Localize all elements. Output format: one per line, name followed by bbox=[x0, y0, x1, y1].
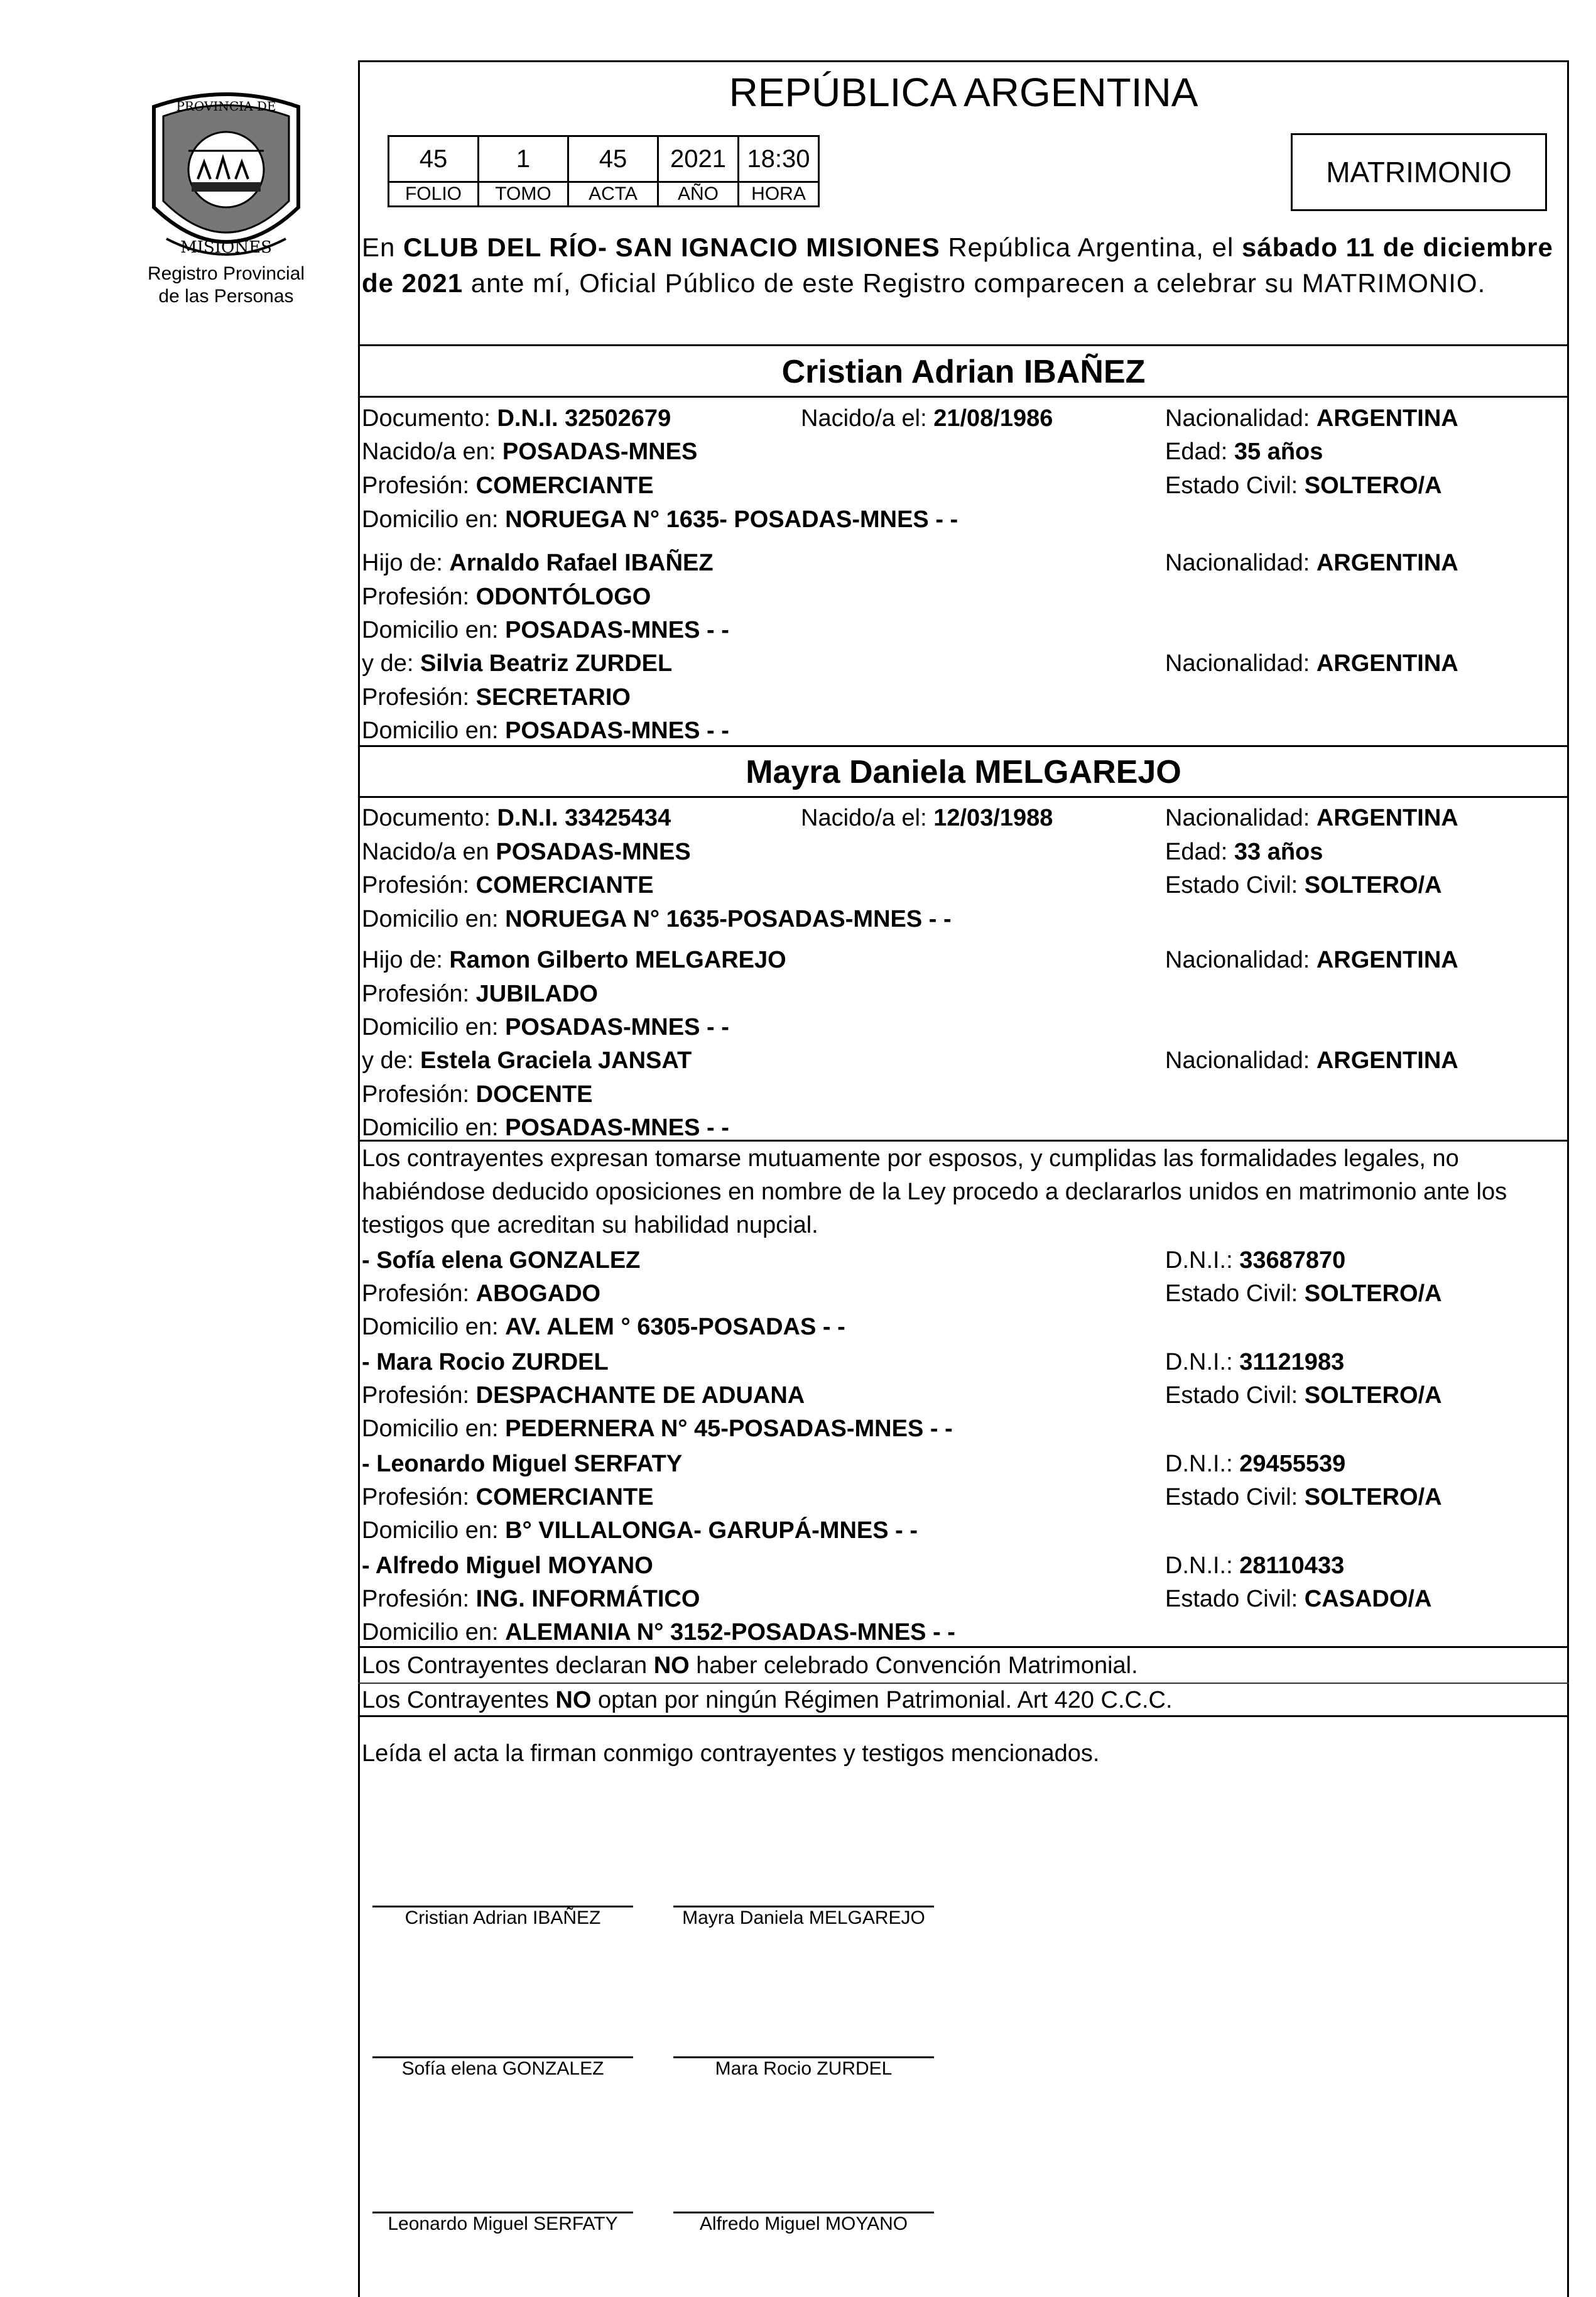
acta-label: ACTA bbox=[568, 182, 658, 207]
divider bbox=[358, 796, 1569, 798]
divider bbox=[358, 1715, 1569, 1717]
closing-statement: Leída el acta la firman conmigo contrayentes y testigos mencionados. bbox=[362, 1740, 1100, 1767]
tomo-value: 1 bbox=[479, 136, 568, 182]
intro-paragraph: En CLUB DEL RÍO- SAN IGNACIO MISIONES República Argentina, el sábado 11 de diciembre de 2021 ante mí, Oficial Público de este Registro comparecen a celebrar su MATRIMONIO. bbox=[362, 232, 1553, 298]
logo-caption-line1: Registro Provincial bbox=[147, 263, 305, 284]
witness-1-profession: Profesión: ABOGADO bbox=[362, 1280, 601, 1307]
witness-4-address: Domicilio en: ALEMANIA N° 3152-POSADAS-MNES - - bbox=[362, 1619, 955, 1645]
declaration-paragraph: Los contrayentes expresan tomarse mutuamente por esposos, y cumplidas las formalidades legales, no habiéndose deducido oposiciones en nombre de la Ley procedo a declararlos unidos en matrimonio ante los testigos que acreditan su habilidad nupcial. bbox=[362, 1145, 1507, 1238]
time-value: 18:30 bbox=[739, 136, 819, 182]
folio-label: FOLIO bbox=[389, 182, 479, 207]
witness-1-dni: D.N.I.: 33687870 bbox=[1165, 1247, 1346, 1274]
divider bbox=[358, 344, 1569, 346]
groom-mother: y de: Silvia Beatriz ZURDEL bbox=[362, 650, 673, 677]
bride-father-profession: Profesión: JUBILADO bbox=[362, 981, 598, 1007]
witness-3-profession: Profesión: COMERCIANTE bbox=[362, 1484, 654, 1510]
witness-4-dni: D.N.I.: 28110433 bbox=[1165, 1552, 1345, 1579]
groom-nationality: Nacionalidad: ARGENTINA bbox=[1165, 405, 1458, 432]
svg-text:PROVINCIA DE: PROVINCIA DE bbox=[176, 99, 276, 114]
bride-name: Mayra Daniela MELGAREJO bbox=[746, 754, 1181, 790]
signature-line-groom: Cristian Adrian IBAÑEZ bbox=[372, 1906, 633, 1929]
ceremony-place: CLUB DEL RÍO- SAN IGNACIO MISIONES bbox=[403, 232, 940, 262]
groom-mother-address: Domicilio en: POSADAS-MNES - - bbox=[362, 717, 729, 744]
groom-civil-status: Estado Civil: SOLTERO/A bbox=[1165, 472, 1442, 499]
groom-father-profession: Profesión: ODONTÓLOGO bbox=[362, 584, 651, 610]
svg-text:MISIONES: MISIONES bbox=[180, 238, 272, 257]
acta-value: 45 bbox=[568, 136, 658, 182]
witness-3-address: Domicilio en: B° VILLALONGA- GARUPÁ-MNES - - bbox=[362, 1517, 918, 1544]
bride-document: Documento: D.N.I. 33425434 bbox=[362, 805, 671, 831]
bride-mother-address: Domicilio en: POSADAS-MNES - - bbox=[362, 1115, 729, 1141]
bride-age: Edad: 33 años bbox=[1165, 839, 1323, 865]
witness-4-civil-status: Estado Civil: CASADO/A bbox=[1165, 1586, 1432, 1612]
logo-caption bbox=[119, 263, 333, 308]
witness-2-dni: D.N.I.: 31121983 bbox=[1165, 1349, 1345, 1375]
province-seal-logo bbox=[141, 88, 311, 276]
record-type-box: MATRIMONIO bbox=[1291, 133, 1547, 211]
witness-2-civil-status: Estado Civil: SOLTERO/A bbox=[1165, 1382, 1442, 1409]
bride-father-address: Domicilio en: POSADAS-MNES - - bbox=[362, 1014, 729, 1040]
groom-father-address: Domicilio en: POSADAS-MNES - - bbox=[362, 617, 729, 643]
bride-civil-status: Estado Civil: SOLTERO/A bbox=[1165, 872, 1442, 898]
bride-father-nationality: Nacionalidad: ARGENTINA bbox=[1165, 947, 1458, 973]
bride-father: Hijo de: Ramon Gilberto MELGAREJO bbox=[362, 947, 786, 973]
signature-line-witness-1: Sofía elena GONZALEZ bbox=[372, 2056, 633, 2080]
page-title: REPÚBLICA ARGENTINA bbox=[729, 70, 1198, 115]
groom-age: Edad: 35 años bbox=[1165, 439, 1323, 465]
bride-birthplace: Nacido/a en POSADAS-MNES bbox=[362, 839, 691, 865]
tomo-label: TOMO bbox=[479, 182, 568, 207]
ceremony-date: sábado 11 de diciembre de 2021 bbox=[362, 232, 1553, 298]
year-label: AÑO bbox=[658, 182, 739, 207]
folio-value: 45 bbox=[389, 136, 479, 182]
divider bbox=[358, 745, 1569, 747]
witness-2-name: - Mara Rocio ZURDEL bbox=[362, 1349, 609, 1375]
clause-divider bbox=[358, 1683, 1569, 1684]
bride-address: Domicilio en: NORUEGA N° 1635-POSADAS-MNES - - bbox=[362, 906, 952, 932]
witness-1-name: - Sofía elena GONZALEZ bbox=[362, 1247, 641, 1274]
witness-2-profession: Profesión: DESPACHANTE DE ADUANA bbox=[362, 1382, 805, 1409]
groom-document: Documento: D.N.I. 32502679 bbox=[362, 405, 671, 432]
witness-3-dni: D.N.I.: 29455539 bbox=[1165, 1451, 1346, 1477]
groom-birthdate: Nacido/a el: 21/08/1986 bbox=[801, 405, 1053, 432]
divider bbox=[358, 396, 1569, 398]
clause-no-convention: Los Contrayentes declaran NO haber celebrado Convención Matrimonial. bbox=[362, 1652, 1138, 1679]
signature-line-witness-2: Mara Rocio ZURDEL bbox=[673, 2056, 934, 2080]
groom-profession: Profesión: COMERCIANTE bbox=[362, 472, 654, 499]
record-header-table bbox=[388, 135, 820, 207]
witness-3-name: - Leonardo Miguel SERFATY bbox=[362, 1451, 683, 1477]
groom-address: Domicilio en: NORUEGA N° 1635- POSADAS-MNES - - bbox=[362, 506, 958, 533]
year-value: 2021 bbox=[658, 136, 739, 182]
witness-1-civil-status: Estado Civil: SOLTERO/A bbox=[1165, 1280, 1442, 1307]
bride-mother-profession: Profesión: DOCENTE bbox=[362, 1081, 593, 1108]
groom-name: Cristian Adrian IBAÑEZ bbox=[781, 354, 1146, 390]
logo-caption-line2: de las Personas bbox=[158, 286, 294, 307]
groom-father: Hijo de: Arnaldo Rafael IBAÑEZ bbox=[362, 550, 714, 576]
witness-3-civil-status: Estado Civil: SOLTERO/A bbox=[1165, 1484, 1442, 1510]
time-label: HORA bbox=[739, 182, 819, 207]
groom-mother-nationality: Nacionalidad: ARGENTINA bbox=[1165, 650, 1458, 677]
signature-line-bride: Mayra Daniela MELGAREJO bbox=[673, 1906, 934, 1929]
groom-mother-profession: Profesión: SECRETARIO bbox=[362, 684, 631, 711]
groom-father-nationality: Nacionalidad: ARGENTINA bbox=[1165, 550, 1458, 576]
signature-line-witness-4: Alfredo Miguel MOYANO bbox=[673, 2212, 934, 2235]
bride-profession: Profesión: COMERCIANTE bbox=[362, 872, 654, 898]
signature-line-witness-3: Leonardo Miguel SERFATY bbox=[372, 2212, 633, 2235]
bride-birthdate: Nacido/a el: 12/03/1988 bbox=[801, 805, 1053, 831]
clause-no-regime: Los Contrayentes NO optan por ningún Régimen Patrimonial. Art 420 C.C.C. bbox=[362, 1687, 1173, 1713]
witness-4-profession: Profesión: ING. INFORMÁTICO bbox=[362, 1586, 700, 1612]
bride-mother: y de: Estela Graciela JANSAT bbox=[362, 1047, 692, 1074]
witness-2-address: Domicilio en: PEDERNERA N° 45-POSADAS-MNES - - bbox=[362, 1416, 953, 1442]
witness-1-address: Domicilio en: AV. ALEM ° 6305-POSADAS - - bbox=[362, 1314, 845, 1340]
groom-birthplace: Nacido/a en: POSADAS-MNES bbox=[362, 439, 698, 465]
witness-4-name: - Alfredo Miguel MOYANO bbox=[362, 1552, 653, 1579]
bride-mother-nationality: Nacionalidad: ARGENTINA bbox=[1165, 1047, 1458, 1074]
bride-nationality: Nacionalidad: ARGENTINA bbox=[1165, 805, 1458, 831]
